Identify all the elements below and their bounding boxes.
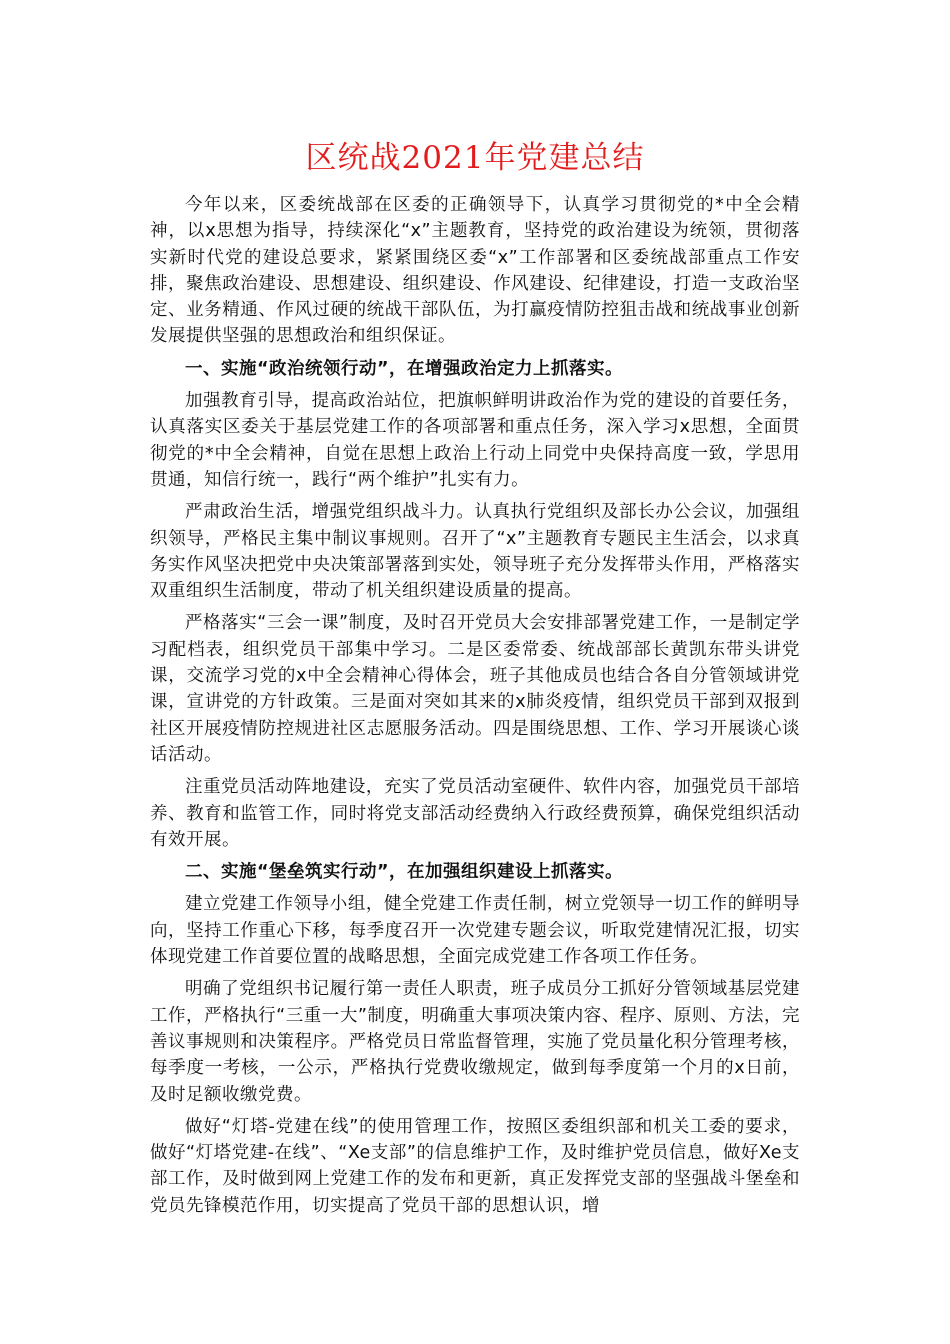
paragraph: 注重党员活动阵地建设，充实了党员活动室硬件、软件内容，加强党员干部培养、教育和监管工作，同时将党支部活动经费纳入行政经费预算，确保党组织活动有效开展。 bbox=[150, 777, 800, 850]
paragraph: 严肃政治生活，增强党组织战斗力。认真执行党组织及部长办公会议，加强组织领导，严格民主集中制议事规则。召开了“x”主题教育专题民主生活会，以求真务实作风坚决把党中央决策部署落到实处，领导班子充分发挥带头作用，严格落实双重组织生活制度，带动了机关组织建设质量的提高。 bbox=[150, 502, 800, 602]
paragraph: 明确了党组织书记履行第一责任人职责，班子成员分工抓好分管领域基层党建工作，严格执行“三重一大”制度，明确重大事项决策内容、程序、原则、方法，完善议事规则和决策程序。严格党员日常监督管理，实施了党员量化积分管理考核，每季度一考核，一公示，严格执行党费收缴规定，做到每季度第一个月的x日前，及时足额收缴党费。 bbox=[150, 979, 800, 1105]
section-heading-2: 二、实施“堡垒筑实行动”，在加强组织建设上抓落实。 bbox=[185, 862, 624, 883]
paragraph: 严格落实“三会一课”制度，及时召开党员大会安排部署党建工作，一是制定学习配档表，组织党员干部集中学习。二是区委常委、统战部部长黄凯东带头讲党课，交流学习党的x中全会精神心得体会，班子其他成员也结合各自分管领域讲党课，宣讲党的方针政策。三是面对突如其来的x肺炎疫情，组织党员干部到双报到社区开展疫情防控规进社区志愿服务活动。四是围绕思想、工作、学习开展谈心谈话活动。 bbox=[150, 613, 800, 765]
paragraph: 做好“灯塔-党建在线”的使用管理工作，按照区委组织部和机关工委的要求，做好“灯塔党建-在线”、“Xe支部”的信息维护工作，及时维护党员信息，做好Xe支部工作，及时做到网上党建工作的发布和更新，真正发挥党支部的坚强战斗堡垒和党员先锋模范作用，切实提高了党员干部的思想认识，增 bbox=[150, 1116, 800, 1216]
page-title: 区统战2021年党建总结 bbox=[305, 140, 645, 176]
paragraph: 加强教育引导，提高政治站位，把旗帜鲜明讲政治作为党的建设的首要任务，认真落实区委关于基层党建工作的各项部署和重点任务，深入学习x思想，全面贯彻党的*中全会精神，自觉在思想上政治上行动上同党中央保持高度一致，学思用贯通，知信行统一，践行“两个维护”扎实有力。 bbox=[150, 391, 800, 490]
paragraph: 建立党建工作领导小组，健全党建工作责任制，树立党领导一切工作的鲜明导向，坚持工作重心下移，每季度召开一次党建专题会议，听取党建情况汇报，切实体现党建工作首要位置的战略思想，全面完成党建工作各项工作任务。 bbox=[150, 894, 800, 968]
section-heading-1: 一、实施“政治统领行动”，在增强政治定力上抓落实。 bbox=[185, 358, 624, 379]
paragraph-intro: 今年以来，区委统战部在区委的正确领导下，认真学习贯彻党的*中全会精神，以x思想为指导，持续深化“x”主题教育，坚持党的政治建设为统领，贯彻落实新时代党的建设总要求，紧紧围绕区委“x”工作部署和区委统战部重点工作安排，聚焦政治建设、思想建设、组织建设、作风建设、纪律建设，打造一支政治坚定、业务精通、作风过硬的统战干部队伍，为打赢疫情防控狙击战和统战事业创新发展提供坚强的思想政治和组织保证。 bbox=[150, 195, 800, 347]
